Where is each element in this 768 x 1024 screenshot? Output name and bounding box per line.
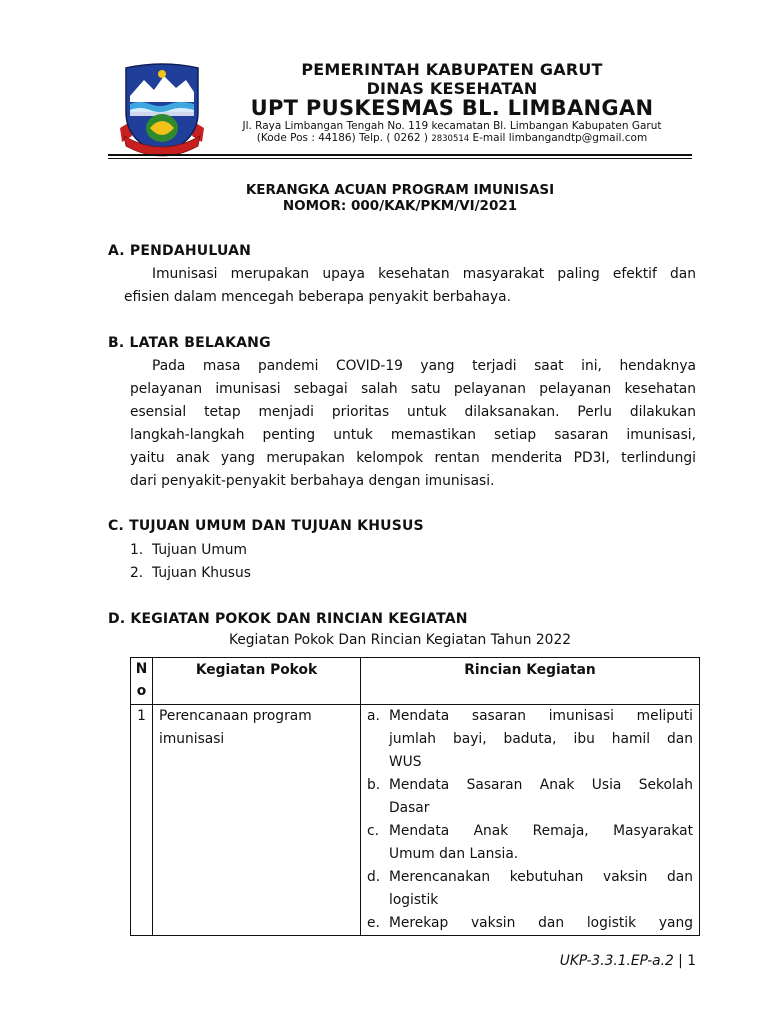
letterhead-institution: UPT PUSKESMAS BL. LIMBANGAN bbox=[250, 96, 654, 120]
document-number: NOMOR: 000/KAK/PKM/VI/2021 bbox=[282, 198, 518, 214]
rincian-letter: a. bbox=[367, 708, 380, 724]
rincian-item bbox=[367, 912, 693, 935]
garut-regency-emblem-icon bbox=[118, 62, 206, 158]
paragraph-line: langkah-langkah penting untuk memastikan setiap sasaran imunisasi, bbox=[130, 427, 696, 443]
table-header-row bbox=[131, 658, 700, 705]
footer-document-code: UKP-3.3.1.EP-a.2 bbox=[559, 953, 674, 969]
list-item-text: Tujuan Khusus bbox=[152, 565, 251, 581]
paragraph-line: yaitu anak yang merupakan kelompok rentan menderita PD3I, terlindungi bbox=[130, 450, 696, 466]
section-d-heading: D. KEGIATAN POKOK DAN RINCIAN KEGIATAN bbox=[108, 611, 468, 627]
paragraph-line: pelayanan imunisasi sebagai salah satu pelayanan pelayanan kesehatan bbox=[130, 381, 696, 397]
header-no-part1: N bbox=[135, 661, 148, 677]
rincian-line: Mendata Sasaran Anak Usia Sekolah bbox=[389, 777, 693, 793]
cell-kegiatan bbox=[153, 705, 361, 936]
contact-phone-number: 2830514 bbox=[431, 134, 470, 144]
rincian-line: logistik bbox=[389, 892, 439, 908]
paragraph-line: esensial tetap menjadi prioritas untuk dilaksanakan. Perlu dilakukan bbox=[130, 404, 696, 420]
section-a-paragraph bbox=[124, 263, 696, 309]
paragraph-line: efisien dalam mencegah beberapa penyakit berbahaya. bbox=[124, 289, 512, 305]
column-header-rincian: Rincian Kegiatan bbox=[361, 658, 700, 705]
footer-page-number: 1 bbox=[687, 953, 696, 969]
rincian-line: Mendata Anak Remaja, Masyarakat bbox=[389, 823, 693, 839]
list-item bbox=[130, 539, 251, 562]
footer-separator: | bbox=[673, 953, 688, 969]
cell-no: 1 bbox=[131, 705, 153, 936]
contact-email: E-mail limbangandtp@gmail.com bbox=[469, 132, 648, 144]
letterhead-address: Jl. Raya Limbangan Tengah No. 119 kecamatan Bl. Limbangan Kabupaten Garut bbox=[242, 120, 662, 132]
rincian-letter: e. bbox=[367, 915, 380, 931]
rincian-item bbox=[367, 774, 693, 820]
column-header-no bbox=[131, 658, 153, 705]
letterhead-contact bbox=[222, 132, 682, 144]
paragraph-line: Imunisasi merupakan upaya kesehatan masyarakat paling efektif dan bbox=[152, 266, 696, 282]
list-item-text: Tujuan Umum bbox=[152, 542, 247, 558]
rincian-letter: b. bbox=[367, 777, 381, 793]
rincian-line: Mendata sasaran imunisasi meliputi bbox=[389, 708, 693, 724]
section-c-heading: C. TUJUAN UMUM DAN TUJUAN KHUSUS bbox=[108, 518, 424, 534]
cell-line: imunisasi bbox=[159, 731, 225, 747]
table-row bbox=[131, 705, 700, 936]
rincian-letter: d. bbox=[367, 869, 381, 885]
table-caption: Kegiatan Pokok Dan Rincian Kegiatan Tahun 2022 bbox=[228, 632, 572, 648]
section-b-paragraph bbox=[130, 355, 696, 493]
rincian-line: Merencanakan kebutuhan vaksin dan bbox=[389, 869, 693, 885]
rincian-line: Umum dan Lansia. bbox=[389, 846, 519, 862]
letterhead-rule-thick bbox=[108, 154, 692, 156]
paragraph-line: dari penyakit-penyakit berbahaya dengan imunisasi. bbox=[130, 473, 495, 489]
column-header-kegiatan: Kegiatan Pokok bbox=[153, 658, 361, 705]
activities-table bbox=[130, 657, 700, 936]
list-item bbox=[130, 562, 251, 585]
rincian-letter: c. bbox=[367, 823, 379, 839]
cell-rincian bbox=[361, 705, 700, 936]
rincian-item bbox=[367, 866, 693, 912]
paragraph-line: Pada masa pandemi COVID-19 yang terjadi saat ini, hendaknya bbox=[152, 358, 696, 374]
rincian-line: Dasar bbox=[389, 800, 430, 816]
rincian-line: WUS bbox=[389, 754, 422, 770]
objectives-list bbox=[130, 539, 251, 585]
header-no-part2: o bbox=[136, 683, 147, 699]
contact-postal-phone: (Kode Pos : 44186) Telp. ( 0262 ) bbox=[256, 132, 432, 144]
document-title: KERANGKA ACUAN PROGRAM IMUNISASI bbox=[245, 182, 555, 198]
rincian-item bbox=[367, 705, 693, 774]
page-footer bbox=[560, 953, 696, 969]
list-number: 2. bbox=[130, 565, 144, 581]
list-number: 1. bbox=[130, 542, 144, 558]
section-a-heading: A. PENDAHULUAN bbox=[108, 243, 252, 259]
letterhead-department: DINAS KESEHATAN bbox=[366, 79, 538, 98]
letterhead-rule-thin bbox=[108, 158, 692, 159]
cell-line: Perencanaan program bbox=[159, 708, 312, 724]
rincian-line: jumlah bayi, baduta, ibu hamil dan bbox=[389, 731, 693, 747]
rincian-item bbox=[367, 820, 693, 866]
rincian-line: Merekap vaksin dan logistik yang bbox=[389, 915, 693, 931]
letterhead-government: PEMERINTAH KABUPATEN GARUT bbox=[301, 60, 603, 79]
section-b-heading: B. LATAR BELAKANG bbox=[108, 335, 271, 351]
